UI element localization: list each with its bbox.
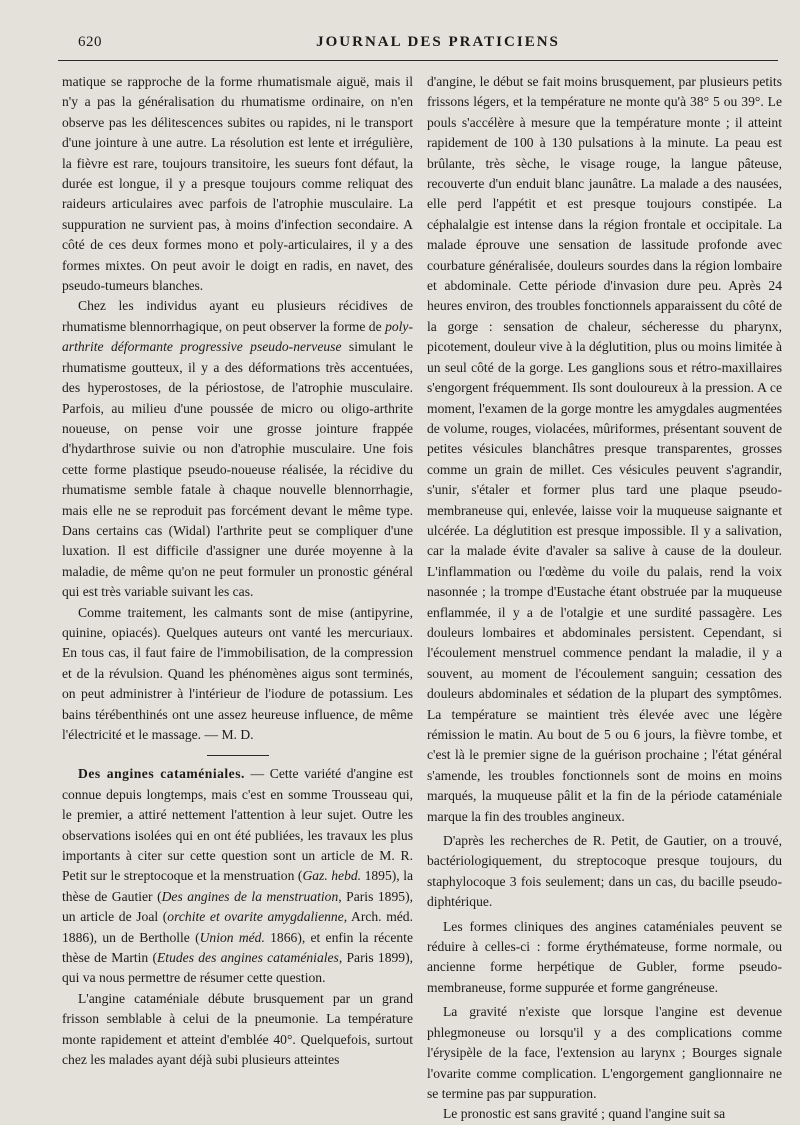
right-column xyxy=(427,72,782,1125)
italic-text: Gaz. hebd. xyxy=(302,868,362,884)
italic-text: Union méd. xyxy=(199,929,265,945)
page-number: 620 xyxy=(78,34,102,50)
left-column xyxy=(62,72,413,1071)
paragraph xyxy=(62,296,413,602)
running-title: JOURNAL DES PRATICIENS xyxy=(316,34,560,50)
text-run: 1866), et enfin la récente thèse de Martin ( xyxy=(62,929,413,966)
paragraph: Comme traitement, les calmants sont de mise (antipyrine, quinine, opiacés). Quelques auteurs ont vanté les mercuriaux. En tous cas, il faut faire de l'immobilisation, de la compression et de la révulsion. Quand les phénomènes aigus sont terminés, on peut administrer à l'intérieur de l'iodure de potassium. Les bains térébenthinés ont une assez heureuse influence, de même l'électricité et le massage. — M. D. xyxy=(62,604,413,742)
paragraph xyxy=(62,764,413,988)
paragraph: L'angine cataméniale débute brusquement par un grand frisson semblable à celui de la pneumonie. La température monte rapidement et atteint d'emblée 40°. Quelquefois, surtout chez les malades ayant déjà subi plusieurs atteintes xyxy=(62,990,413,1068)
paragraph: Le pronostic est sans gravité ; quand l'angine suit sa xyxy=(443,1106,726,1122)
text-run: simulant le rhumatisme goutteux, il y a des déformations très accentuées, des hyperostoses, de la périostose, de l'atrophie musculaire. Parfois, au milieu d'une poussée de micro ou oligo-arthrite noueuse, on pense voir une grosse jointure frappée d'hydarthrose suivie ou non d'atrophie musculaire. Une fois cette forme plastique pseudo-noueuse réalisée, la récidive du rhumatisme semble fatale à chaque nouvelle blennorrhagie, mais elle ne se reproduit pas forcément devant le même type. Dans certains cas (Widal) l'arthrite peut se compliquer d'une luxation. Il est difficile d'assigner une durée moyenne à la maladie, de même qu'on ne peut formuler un pronostic général qui est très variable suivant les cas. xyxy=(62,339,413,600)
text-run: 1895), la thèse de Gautier ( xyxy=(62,868,414,904)
text-run: Chez les individus ayant eu plusieurs récidives de rhumatisme blennorrhagique, on peut observer la forme de xyxy=(62,298,413,334)
section-separator xyxy=(207,755,269,756)
paragraph: Les formes cliniques des angines cataméniales peuvent se réduire à celles-ci : forme érythémateuse, forme normale, ou ancienne forme herpétique de Gubler, forme pseudo-membraneuse, forme suppurée et forme gangréneuse. xyxy=(427,918,782,995)
section-title: Des angines cataméniales. xyxy=(78,766,245,782)
paragraph: d'angine, le début se fait moins brusquement, par plusieurs petits frissons légers, et la température ne monte qu'à 38° 5 ou 39°. Le pouls s'accélère à mesure que la température monte ; il atteint rapidement de 100 à 130 pulsations à la minute. La peau est brûlante, très sèche, le visage rouge, la langue pâteuse, recouverte d'un enduit blanc jaunâtre. La malade a des nausées, elle perd l'appétit et est presque toujours constipée. La céphalalgie est intense dans la région frontale et occipitale. La malade éprouve une sensation de lassitude profonde avec courbature généralisée, douleurs sourdes dans la région lombaire et abdominale. Cette période d'invasion dure peu. Après 24 heures environ, des troubles fonctionnels apparaissent du côté de la gorge : sensation de chaleur, sécheresse du pharynx, picotement, douleur vive à la déglutition, plus ou moins limitée à un seul côté de la gorge. Les ganglions sous et rétro-maxillaires s'engorgent fréquemment. Ils sont douloureux à la pression. A ce moment, l'examen de la gorge montre les amygdales augmentées de volume, rouges, violacées, mûriformes, présentant souvent de petites vésicules blanchâtres presque transparentes, grosses comme un grain de millet. Ces vésicules peuvent s'agrandir, s'unir, s'étaler et former plus tard une plaque pseudo-membraneuse qui, enlevée, laisse voir la muqueuse saignante et ulcérée. La déglutition est presque impossible. Il y a salivation, car la malade évite d'avaler sa salive à cause de la douleur. L'inflammation ou l'œdème du voile du palais, rend la voix nasonnée ; la trompe d'Eustache étant obstruée par la muqueuse enflammée, il y a de l'otalgie et une surdité passagère. Les douleurs lombaires et abdominales persistent. Cependant, si l'écoulement menstruel commence pendant la maladie, il y a souvent, au moment de l'écoulement sanguin; cessation des douleurs abdominales et sédation de la plupart des symptômes. La température se maintient très élevée avec une légère rémission le matin. Au bout de 5 ou 6 jours, la fièvre tombe, et c'est là le premier signe de la guérison prochaine ; l'état général s'amende, les troubles fonctionnels sont de moins en moins marqués, la muqueuse pâlit et la fin de la période cataméniale marque la fin des troubles angineux. xyxy=(427,74,782,824)
italic-text: Etudes des angines cataméniales xyxy=(157,950,339,966)
text-run: , Paris 1895), un article de Joal ( xyxy=(62,888,413,925)
paragraph: D'après les recherches de R. Petit, de Gautier, on a trouvé, bactériologiquement, du streptocoque presque toujours, du staphylocoque 3 fois seulement; dans un cas, du bacille pseudo-diphtérique. xyxy=(427,833,782,910)
paragraph: La gravité n'existe que lorsque l'angine est devenue phlegmoneuse ou lorsqu'il y a des complications comme l'érysipèle de la face, l'extension au larynx ; Bourges signale l'ovarite comme complication. L'engorgement ganglionnaire ne se termine pas par suppuration. xyxy=(427,1004,782,1101)
text-run: , Paris 1899), qui va nous permettre de résumer cette question. xyxy=(62,950,414,986)
italic-text: orchite et ovarite amygdalienne xyxy=(167,909,344,925)
paragraph: matique se rapproche de la forme rhumatismale aiguë, mais il n'y a pas la généralisation du rhumatisme ordinaire, on n'en observe pas les délitescences subites ou rapides, ni le transport d'une jointure à une autre. La résolution est lente et irrégulière, la fièvre est rare, toujours transitoire, les sueurs font défaut, la durée est longue, il y a presque toujours comme reliquat des raideurs articulaires avec parfois de l'atrophie musculaire. La suppuration ne survient pas, à moins d'infection secondaire. A côté de ces deux formes mono et poly-articulaires, il y a des formes mixtes. On peut avoir le doigt en radis, en navet, des pseudo-tumeurs blanches. xyxy=(62,74,413,294)
italic-text: poly-arthrite déformante progressive pseudo-nerveuse xyxy=(62,318,413,355)
header-rule xyxy=(58,60,778,61)
text-run: — Cette variété d'angine est connue depuis longtemps, mais c'est en somme Trousseau qui, le premier, a attiré nettement l'attention à leur sujet. Outre les observations isolées qui en ont été publiées, les travaux les plus importants à citer sur cette question sont un article de M. R. Petit sur le streptocoque et la menstruation ( xyxy=(62,766,413,884)
text-run: , Arch. méd. 1886), un de Bertholle ( xyxy=(62,909,413,945)
italic-text: Des angines de la menstruation xyxy=(161,888,339,904)
page-header xyxy=(58,34,778,54)
